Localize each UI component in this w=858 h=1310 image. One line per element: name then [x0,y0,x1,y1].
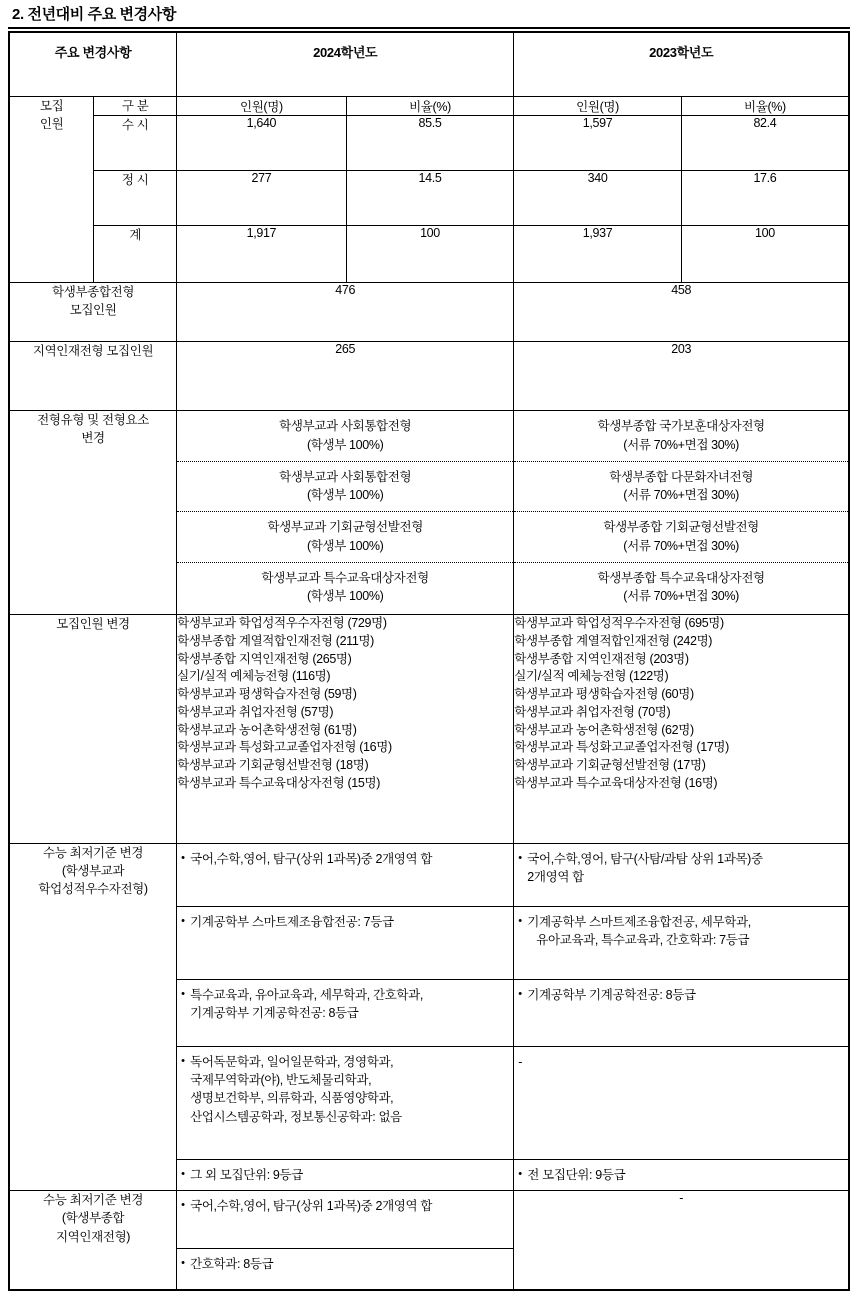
list-item [177,1160,513,1191]
csat-subject-2023-cell [514,844,849,1191]
csat-entry [177,907,513,980]
subheader-count-2024: 인원(명) [177,97,347,116]
list-item: 학생부교과 농어촌학생전형 (62명) [514,722,694,737]
csat-subject-label-line1: 수능 최저기준 변경 [43,846,144,861]
header-main-label: 주요 변경사항 [9,32,177,97]
comprehensive-label-line2: 모집인원 [69,303,117,318]
ratio-2023: 17.6 [681,171,849,226]
list-item [514,461,848,512]
list-item [177,844,513,907]
count-2023: 1,937 [514,226,682,283]
type-item-detail: (학생부 100%) [306,589,384,604]
type-item [177,461,513,512]
subheader-ratio-2024: 비율(%) [346,97,514,116]
comprehensive-label-line1: 학생부종합전형 [52,285,135,300]
list-item [514,980,848,1047]
list-item: 학생부교과 기회균형선발전형 (18명) [177,758,369,773]
bullet-icon: • [181,988,185,1001]
type-item-name: 학생부교과 사회통합전형 [279,419,412,434]
csat-regional-label-line1: 수능 최저기준 변경 [43,1193,144,1208]
type-item-name: 학생부교과 사회통합전형 [279,469,412,484]
csat-line: 전 모집단위: 9등급 [527,1168,626,1183]
ratio-2024: 100 [346,226,514,283]
regional-talent-value-2024: 265 [177,342,514,411]
csat-regional-2024-list [177,1191,513,1279]
type-change-label [9,411,177,615]
list-item: 실기/실적 예체능전형 (116명) [177,669,331,684]
quota-change-label: 모집인원 변경 [9,615,177,844]
list-item [177,907,513,980]
ratio-2023: 82.4 [681,116,849,171]
type-item-name: 학생부종합 국가보훈대상자전형 [597,419,765,434]
subheader-ratio-2023: 비율(%) [681,97,849,116]
list-item [514,411,848,461]
count-2024: 277 [177,171,347,226]
list-item: 학생부교과 특성화고교졸업자전형 (17명) [514,740,729,755]
list-item [514,907,848,980]
list-item: 학생부교과 농어촌학생전형 (61명) [177,722,357,737]
group-label-line2: 인원 [39,117,64,132]
group-label-enrollment [9,97,94,283]
table-row-csat-regional [9,1191,849,1291]
type-item-detail: (서류 70%+면접 30%) [623,589,739,604]
csat-line: 간호학과: 8등급 [190,1257,274,1272]
bullet-icon: • [181,915,185,928]
type-item-name: 학생부교과 특수교육대상자전형 [261,570,429,585]
table-row-regional-talent [9,342,849,411]
comprehensive-label [9,283,177,342]
type-item-detail: (학생부 100%) [306,488,384,503]
table-row-total [9,226,849,283]
csat-entry-text [190,913,509,931]
type-change-label-line1: 전형유형 및 전형요소 [37,413,149,428]
csat-line: 국어,수학,영어, 탐구(상위 1과목)중 2개영역 합 [190,852,433,867]
csat-line: 기계공학부 스마트제조융합전공, 세무학과, [527,915,751,930]
type-item-name: 학생부종합 다문화자녀전형 [609,469,754,484]
csat-entry-text [527,913,844,949]
csat-line: 산업시스템공학과, 정보통신공학과: 없음 [190,1109,402,1124]
csat-entry-text [527,986,844,1004]
list-item [177,980,513,1047]
bullet-icon: • [518,1168,522,1181]
csat-line: 특수교육과, 유아교육과, 세무학과, 간호학과, [190,988,424,1003]
list-item: 학생부교과 특수교육대상자전형 (15명) [177,775,381,790]
list-item: 학생부교과 특성화고교졸업자전형 (16명) [177,740,392,755]
csat-line: 유아교육과, 특수교육과, 간호학과: 7등급 [536,933,750,948]
type-item-name: 학생부교과 기회균형선발전형 [267,520,423,535]
bullet-icon: • [181,1257,185,1270]
page-title: 2. 전년대비 주요 변경사항 [8,0,850,29]
comprehensive-value-2024: 476 [177,283,514,342]
count-2024: 1,917 [177,226,347,283]
bullet-icon: • [181,1055,185,1068]
type-item-name: 학생부종합 특수교육대상자전형 [597,570,765,585]
list-item: 학생부교과 학업성적우수자전형 (695명) [514,616,724,631]
list-item [177,1249,513,1280]
list-item: 학생부교과 특수교육대상자전형 (16명) [514,775,718,790]
list-item: 학생부종합 계열적합인재전형 (242명) [514,633,713,648]
csat-line: 기계공학부 기계공학전공: 8등급 [527,988,696,1003]
csat-line: 국어,수학,영어, 탐구(사탐/과탐 상위 1과목)중 [527,852,763,867]
csat-subject-label [9,844,177,1191]
type-item [514,512,848,563]
csat-entry-text [190,1197,509,1215]
table-row-quota-change [9,615,849,844]
list-item [177,562,513,612]
type-item [514,411,848,461]
table-row-type-change [9,411,849,615]
csat-entry-text [190,1166,509,1184]
list-item: 실기/실적 예체능전형 (122명) [514,669,669,684]
list-item [177,461,513,512]
list-item [177,411,513,461]
table-row-jeongsi [9,171,849,226]
list-item [514,1047,848,1160]
list-item [514,844,848,907]
table-row-susi [9,116,849,171]
csat-entry-text [190,850,509,868]
major-changes-table [8,31,850,1291]
csat-entry-text [190,1053,509,1126]
type-change-label-line2: 변경 [81,431,105,446]
csat-subject-2024-list [177,844,513,1190]
type-item-name: 학생부종합 기회균형선발전형 [603,520,759,535]
csat-regional-label-line3: 지역인재전형) [55,1229,131,1244]
csat-line: 국어,수학,영어, 탐구(상위 1과목)중 2개영역 합 [190,1199,433,1214]
type-item-detail: (서류 70%+면접 30%) [623,538,739,553]
csat-line: 기계공학부 기계공학전공: 8등급 [190,1006,359,1021]
csat-entry [514,907,848,980]
csat-line: 2개영역 합 [527,870,584,885]
type-item-detail: (서류 70%+면접 30%) [623,488,739,503]
csat-regional-2023-value: - [514,1191,849,1291]
csat-subject-label-line2: (학생부교과 [61,864,125,879]
group-label-line1: 모집 [39,99,64,113]
list-item: 학생부교과 기회균형선발전형 (17명) [514,758,706,773]
list-item: 학생부교과 학업성적우수자전형 (729명) [177,616,387,631]
list-item [514,1160,848,1191]
bullet-icon: • [181,1199,185,1212]
bullet-icon: • [181,852,185,865]
type-item [177,411,513,461]
regional-talent-value-2023: 203 [514,342,849,411]
list-item: 학생부교과 취업자전형 (70명) [514,704,671,719]
type-change-2024-list [177,411,513,612]
type-item [177,562,513,612]
list-item: 학생부교과 취업자전형 (57명) [177,704,334,719]
list-item: 학생부종합 계열적합인재전형 (211명) [177,633,374,648]
type-change-2023-list [514,411,848,612]
list-item [514,562,848,612]
csat-entry-text [527,850,844,886]
list-item: 학생부종합 지역인재전형 (265명) [177,651,352,666]
csat-entry-empty: - [514,1047,848,1160]
csat-entry [177,1047,513,1160]
type-change-2024-cell [177,411,514,615]
regional-talent-label: 지역인재전형 모집인원 [9,342,177,411]
csat-line: 국제무역학과(야), 반도체물리학과, [190,1073,372,1088]
quota-change-2024-list [177,615,514,844]
csat-entry-text [527,1166,844,1184]
csat-entry [177,1160,513,1191]
csat-subject-2023-list [514,844,848,1190]
list-item [177,1191,513,1249]
type-item-detail: (학생부 100%) [306,538,384,553]
csat-entry [514,844,848,907]
csat-line: 독어독문학과, 일어일문학과, 경영학과, [190,1055,394,1070]
comprehensive-value-2023: 458 [514,283,849,342]
count-2024: 1,640 [177,116,347,171]
type-item [177,512,513,563]
type-item [514,461,848,512]
type-change-2023-cell [514,411,849,615]
bullet-icon: • [181,1168,185,1181]
list-item: 학생부교과 평생학습자전형 (60명) [514,687,694,702]
csat-entry [514,1160,848,1191]
division-label: 정 시 [94,171,177,226]
quota-change-2023-list [514,615,849,844]
csat-subject-label-line3: 학업성적우수자전형) [38,882,148,897]
csat-subject-2024-cell [177,844,514,1191]
bullet-icon: • [518,852,522,865]
csat-regional-label [9,1191,177,1291]
csat-entry-text [190,1255,509,1273]
csat-entry [177,844,513,907]
ratio-2024: 14.5 [346,171,514,226]
count-2023: 1,597 [514,116,682,171]
subheader-division: 구 분 [94,97,177,116]
bullet-icon: • [518,988,522,1001]
subheader-count-2023: 인원(명) [514,97,682,116]
table-row-comprehensive [9,283,849,342]
ratio-2024: 85.5 [346,116,514,171]
type-item [514,562,848,612]
header-year-2024: 2024학년도 [177,32,514,97]
list-item [177,1047,513,1160]
header-year-2023: 2023학년도 [514,32,849,97]
table-row-csat-subject [9,844,849,1191]
bullet-icon: • [518,915,522,928]
table-header-row [9,32,849,97]
division-label: 계 [94,226,177,283]
list-item: 학생부교과 평생학습자전형 (59명) [177,687,357,702]
ratio-2023: 100 [681,226,849,283]
csat-regional-label-line2: (학생부종합 [61,1211,125,1226]
csat-line: 기계공학부 스마트제조융합전공: 7등급 [190,915,394,930]
csat-entry-text [190,986,509,1022]
csat-entry [177,980,513,1047]
csat-entry [177,1249,513,1280]
count-2023: 340 [514,171,682,226]
csat-entry [514,980,848,1047]
division-label: 수 시 [94,116,177,171]
csat-regional-2024-cell [177,1191,514,1291]
list-item [177,512,513,563]
type-item-detail: (학생부 100%) [306,437,384,452]
type-item-detail: (서류 70%+면접 30%) [623,437,739,452]
list-item: 학생부종합 지역인재전형 (203명) [514,651,689,666]
csat-entry [177,1191,513,1249]
csat-line: 그 외 모집단위: 9등급 [190,1168,303,1183]
list-item [514,512,848,563]
table-subheader-row [9,97,849,116]
csat-line: 생명보건학부, 의류학과, 식품영양학과, [190,1091,394,1106]
